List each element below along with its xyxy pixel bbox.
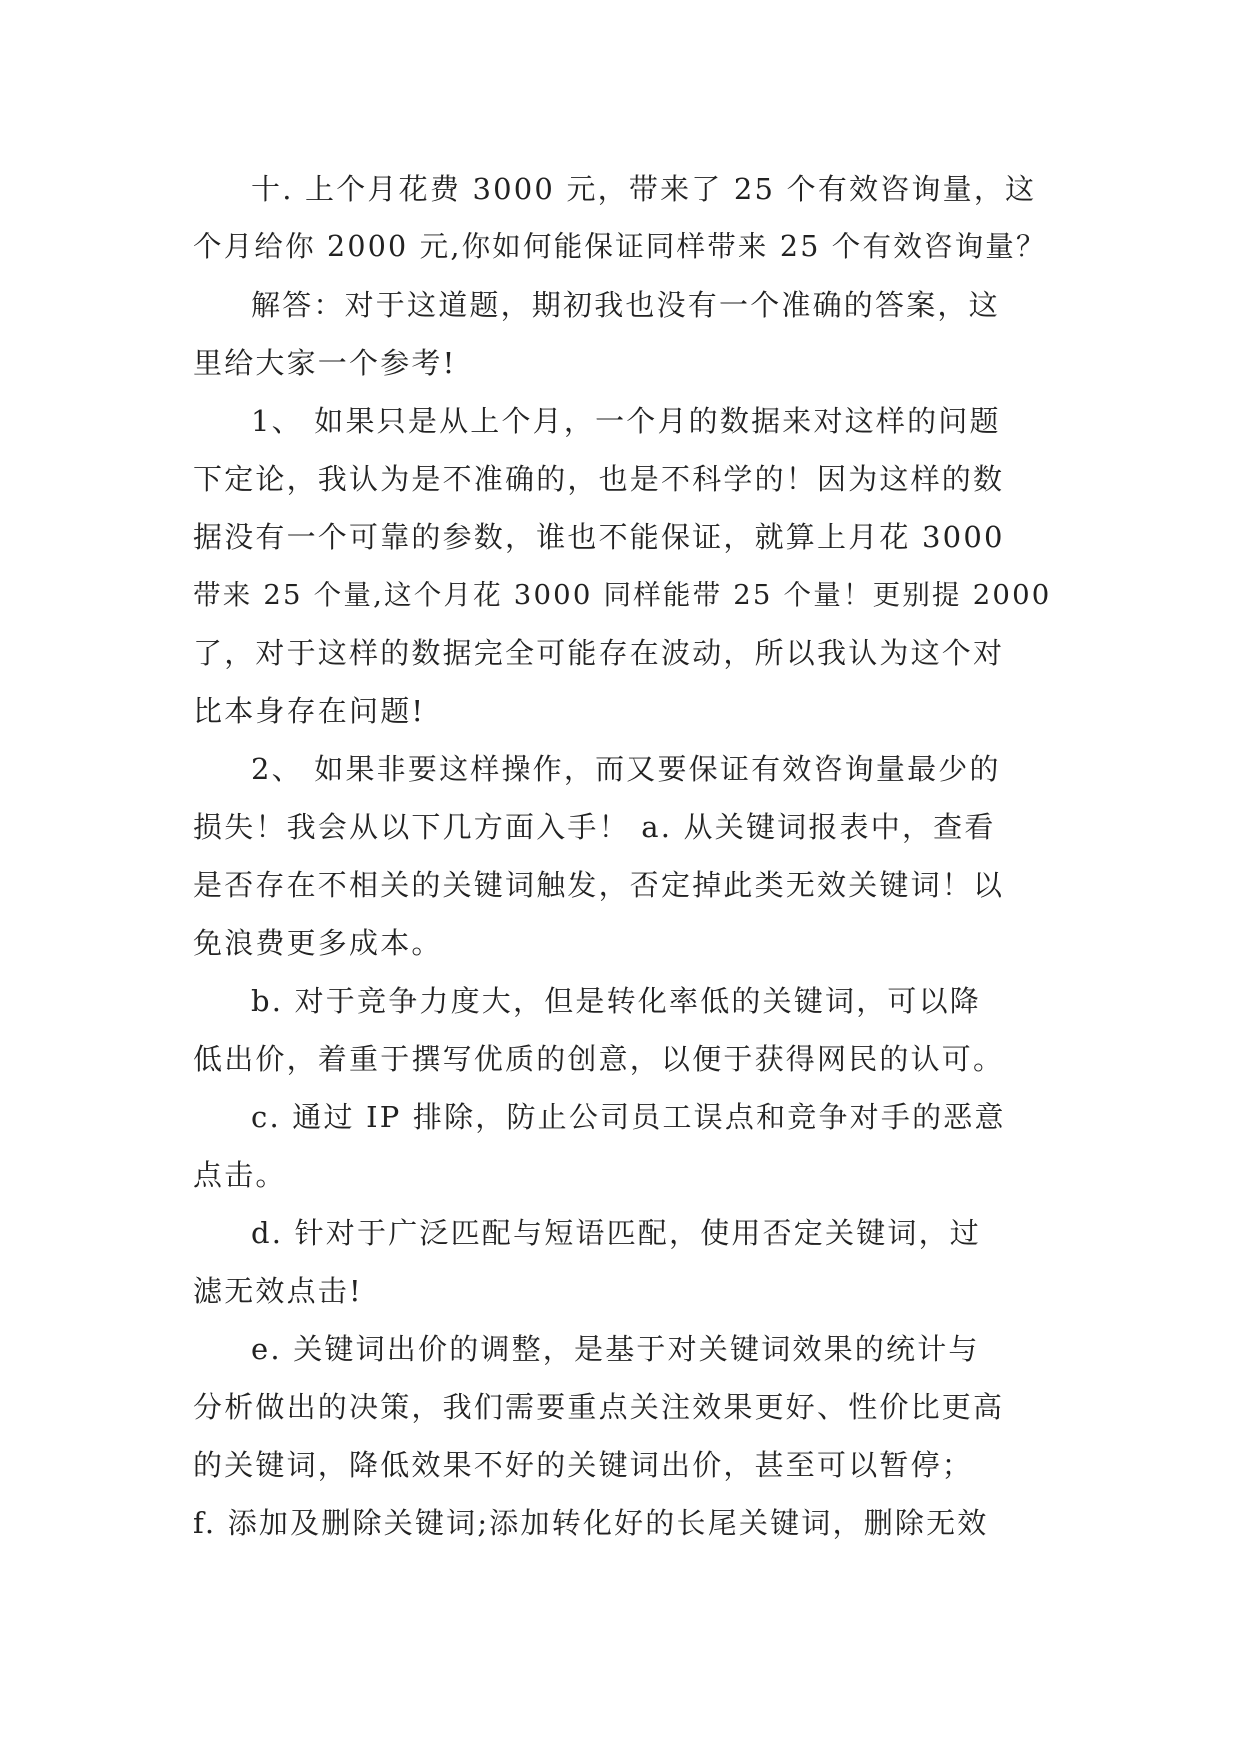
text-line: d. 针对于广泛匹配与短语匹配，使用否定关键词，过 xyxy=(251,1216,982,1250)
text-line: b. 对于竞争力度大，但是转化率低的关键词，可以降 xyxy=(251,984,982,1018)
text-line: 滤无效点击! xyxy=(193,1274,363,1308)
text-line: 比本身存在问题! xyxy=(193,694,426,728)
text-line: f. 添加及删除关键词;添加转化好的长尾关键词，删除无效 xyxy=(193,1506,989,1540)
text-line: e. 关键词出价的调整，是基于对关键词效果的统计与 xyxy=(251,1332,980,1366)
text-line: 低出价，着重于撰写优质的创意，以便于获得网民的认可。 xyxy=(193,1042,1005,1076)
text-line: 个月给你 2000 元,你如何能保证同样带来 25 个有效咨询量？ xyxy=(193,230,1047,263)
document-body xyxy=(193,160,1053,1552)
text-line: 分析做出的决策，我们需要重点关注效果更好、性价比更高 xyxy=(193,1390,1005,1424)
text-line: 下定论，我认为是不准确的，也是不科学的！因为这样的数 xyxy=(193,462,1005,496)
text-line: 点击。 xyxy=(193,1158,287,1192)
text-line: 了，对于这样的数据完全可能存在波动，所以我认为这个对 xyxy=(193,636,1005,670)
text-line: c. 通过 IP 排除，防止公司员工误点和竞争对手的恶意 xyxy=(251,1100,1006,1134)
text-line: 里给大家一个参考! xyxy=(193,346,457,380)
text-line: 1、 如果只是从上个月，一个月的数据来对这样的问题 xyxy=(251,404,1001,438)
text-line: 十. 上个月花费 3000 元，带来了 25 个有效咨询量，这 xyxy=(251,172,1037,206)
text-line: 是否存在不相关的关键词触发，否定掉此类无效关键词！以 xyxy=(193,868,1005,902)
text-line: 解答：对于这道题，期初我也没有一个准确的答案，这 xyxy=(251,288,1000,322)
text-line: 据没有一个可靠的参数，谁也不能保证，就算上月花 3000 xyxy=(193,520,1005,554)
text-line: 2、 如果非要这样操作，而又要保证有效咨询量最少的 xyxy=(251,752,1001,786)
text-line: 损失！我会从以下几方面入手！ a. 从关键词报表中，查看 xyxy=(193,810,996,844)
text-line: 免浪费更多成本。 xyxy=(193,926,443,960)
text-line: 带来 25 个量,这个月花 3000 同样能带 25 个量！更别提 2000 xyxy=(193,579,1052,611)
text-line: 的关键词，降低效果不好的关键词出价，甚至可以暂停； xyxy=(193,1448,974,1482)
